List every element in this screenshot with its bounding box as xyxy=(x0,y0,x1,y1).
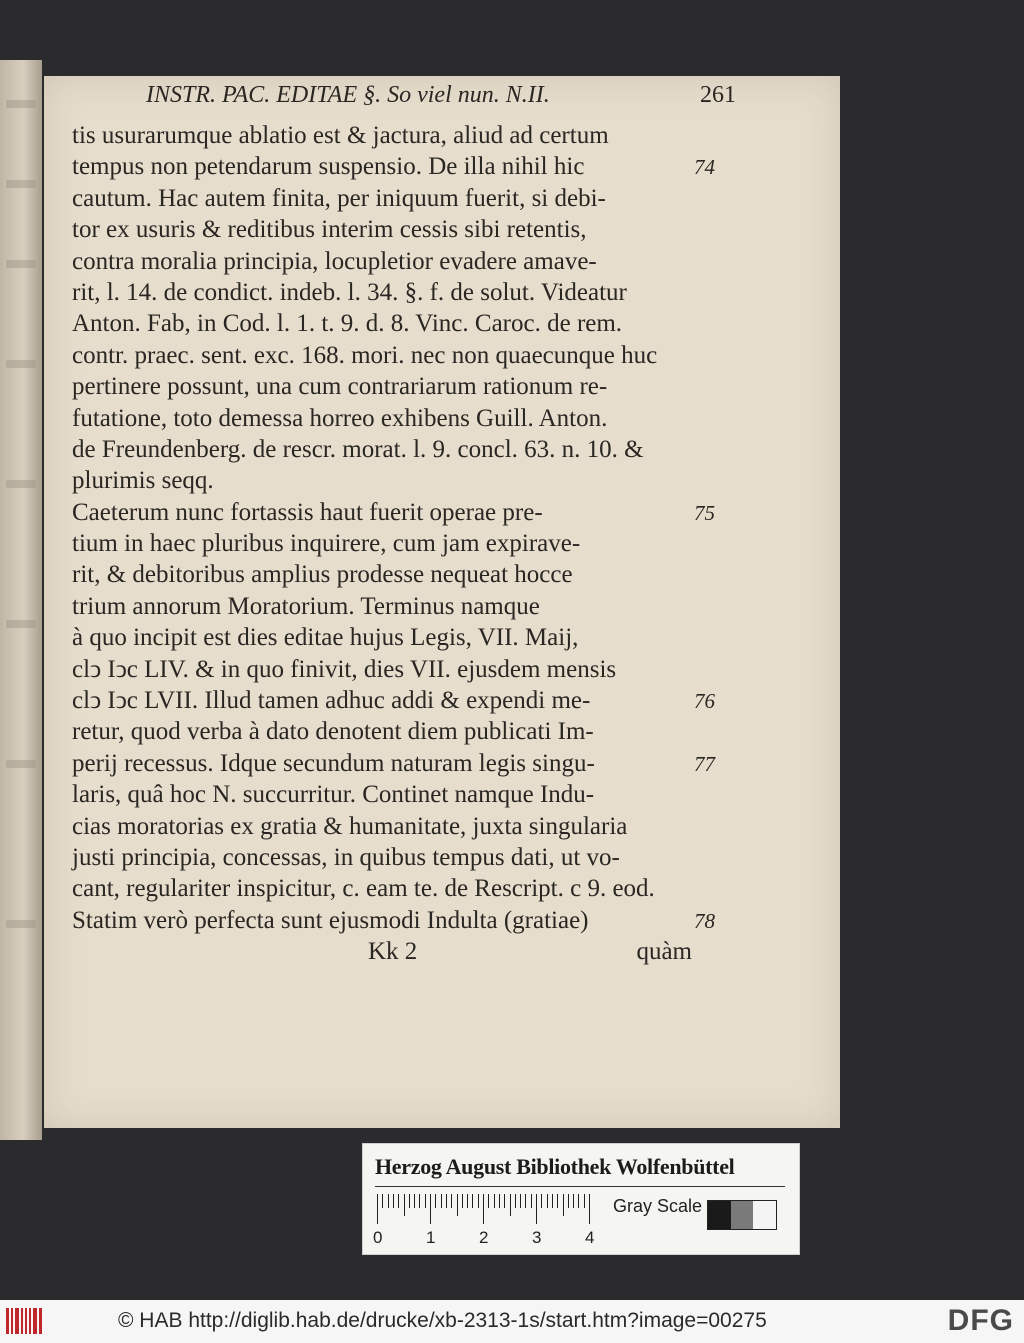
ruler-label: 0 xyxy=(373,1228,383,1247)
logo-bar xyxy=(39,1308,42,1334)
text-line: tempus non petendarum suspensio. De illa nihil hic xyxy=(72,153,585,181)
ruler-tick xyxy=(446,1194,447,1208)
text-line: de Freundenberg. de rescr. morat. l. 9. concl. 63. n. 10. & xyxy=(72,435,644,463)
ruler-tick xyxy=(525,1194,526,1208)
ruler-tick xyxy=(589,1194,590,1224)
text-line: pertinere possunt, una cum contrariarum rationum re- xyxy=(72,373,608,401)
text-line: trium annorum Moratorium. Terminus namque xyxy=(72,592,540,620)
margin-number: 75 xyxy=(694,500,715,525)
logo-bar xyxy=(29,1308,31,1334)
logo-bar xyxy=(11,1308,13,1334)
ruler-tick xyxy=(578,1194,579,1208)
gray-scale-swatches xyxy=(707,1200,777,1230)
text-line: retur, quod verba à dato denotent diem publicati Im- xyxy=(72,718,594,746)
calibration-card xyxy=(362,1143,800,1255)
text-line: Statim verò perfecta sunt ejusmodi Indulta (gratiae) xyxy=(72,906,589,934)
text-line: tis usurarumque ablatio est & jactura, aliud ad certum xyxy=(72,122,609,149)
text-line: cant, regulariter inspicitur, c. eam te. de Rescript. c 9. eod. xyxy=(72,875,655,903)
ruler-tick xyxy=(393,1194,394,1208)
logo-bar xyxy=(21,1308,23,1334)
ruler-tick xyxy=(462,1194,463,1208)
ruler-tick xyxy=(494,1194,495,1208)
ruler-tick xyxy=(536,1194,537,1224)
ruler-tick xyxy=(377,1194,378,1224)
ruler-tick xyxy=(499,1194,500,1208)
ruler-tick xyxy=(520,1194,521,1208)
ruler-tick xyxy=(414,1194,415,1208)
ruler-tick xyxy=(504,1194,505,1208)
text-line: cautum. Hac autem finita, per iniquum fuerit, si debi- xyxy=(72,184,606,212)
gray-swatch xyxy=(731,1201,754,1229)
catchword: quàm xyxy=(636,938,692,965)
ruler-tick xyxy=(563,1194,564,1216)
ruler-scale xyxy=(377,1194,597,1228)
ruler-tick xyxy=(430,1194,431,1224)
ruler-tick xyxy=(573,1194,574,1208)
text-line: futatione, toto demessa horreo exhibens Guill. Anton. xyxy=(72,404,608,432)
ruler-tick xyxy=(483,1194,484,1224)
text-line: cias moratorias ex gratia & humanitate, juxta singularia xyxy=(72,812,628,840)
gray-swatch xyxy=(753,1201,776,1229)
ruler-tick xyxy=(510,1194,511,1216)
gray-scale-label: Gray Scale xyxy=(613,1196,703,1216)
logo-bar xyxy=(15,1308,19,1334)
ruler-tick xyxy=(457,1194,458,1216)
ruler-label: 1 xyxy=(426,1228,436,1247)
text-line: plurimis seqq. xyxy=(72,467,214,495)
ruler-tick xyxy=(467,1194,468,1208)
ruler-tick xyxy=(584,1194,585,1208)
ruler-tick xyxy=(552,1194,553,1208)
ruler-tick xyxy=(451,1194,452,1208)
dfg-logo: DFG xyxy=(947,1304,1014,1337)
ruler-tick xyxy=(425,1194,426,1208)
ruler-tick xyxy=(419,1194,420,1208)
ruler-label: 3 xyxy=(532,1228,542,1247)
text-line: Anton. Fab, in Cod. l. 1. t. 9. d. 8. Vinc. Caroc. de rem. xyxy=(72,310,623,338)
divider xyxy=(375,1186,785,1187)
ruler-tick xyxy=(547,1194,548,1208)
ruler-tick xyxy=(568,1194,569,1208)
text-line: Caeterum nunc fortassis haut fuerit operae pre- xyxy=(72,498,543,526)
signature-mark: Kk 2 xyxy=(368,938,418,965)
viewer-footer xyxy=(0,1300,1024,1343)
margin-number: 77 xyxy=(694,752,715,776)
margin-number: 76 xyxy=(694,689,715,714)
text-line: rit, & debitoribus amplius prodesse nequeat hocce xyxy=(72,561,573,589)
ruler-tick xyxy=(557,1194,558,1208)
copyright-link[interactable]: © HAB http://diglib.hab.de/drucke/xb-2313-1s/start.htm?image=00275 xyxy=(118,1309,767,1332)
running-head-title: INSTR. PAC. EDITAE §. So viel nun. N.II. xyxy=(146,82,550,108)
library-name: Herzog August Bibliothek Wolfenbüttel xyxy=(375,1154,735,1179)
book-page xyxy=(44,76,840,1128)
text-line: contr. praec. sent. exc. 168. mori. nec non quaecunque huc xyxy=(72,341,658,369)
page-number: 261 xyxy=(700,82,736,108)
running-head xyxy=(146,78,736,112)
text-line: justi principia, concessas, in quibus tempus dati, ut vo- xyxy=(72,843,620,871)
hab-logo-icon xyxy=(6,1308,42,1334)
ruler-tick xyxy=(388,1194,389,1208)
ruler-tick xyxy=(515,1194,516,1208)
gray-swatch xyxy=(708,1201,731,1229)
page-footer-line xyxy=(72,938,692,968)
ruler-tick xyxy=(541,1194,542,1208)
margin-number: 78 xyxy=(694,909,715,933)
text-line: à quo incipit est dies editae hujus Legis, VII. Maij, xyxy=(72,624,579,652)
text-line: tium in haec pluribus inquirere, cum jam expirave- xyxy=(72,530,581,558)
ruler-tick xyxy=(478,1194,479,1208)
text-line: clↄ Iↄc LIV. & in quo finivit, dies VII. ejusdem mensis xyxy=(72,655,617,683)
ruler-label: 2 xyxy=(479,1228,489,1247)
text-line: laris, quâ hoc N. succurritur. Continet namque Indu- xyxy=(72,781,595,809)
text-line: tor ex usuris & reditibus interim cessis sibi retentis, xyxy=(72,216,587,244)
ruler-tick xyxy=(435,1194,436,1208)
ruler-tick xyxy=(404,1194,405,1216)
logo-bar xyxy=(25,1308,28,1334)
ruler-tick xyxy=(472,1194,473,1208)
ruler-tick xyxy=(398,1194,399,1208)
text-line: contra moralia principia, locupletior evadere amave- xyxy=(72,247,597,275)
logo-bar xyxy=(6,1308,9,1334)
ruler-label: 4 xyxy=(585,1228,595,1247)
text-line: clↄ Iↄc LVII. Illud tamen adhuc addi & expendi me- xyxy=(72,687,591,715)
ruler-tick xyxy=(382,1194,383,1208)
logo-bar xyxy=(33,1308,37,1334)
ruler-tick xyxy=(409,1194,410,1208)
page-body-text xyxy=(72,120,692,936)
ruler-labels xyxy=(375,1228,615,1248)
adjacent-page-edge xyxy=(0,60,42,1140)
ruler-tick xyxy=(488,1194,489,1208)
text-line: rit, l. 14. de condict. indeb. l. 34. §. f. de solut. Videatur xyxy=(72,278,627,306)
margin-number: 74 xyxy=(694,155,715,180)
ruler-tick xyxy=(531,1194,532,1208)
ruler-tick xyxy=(441,1194,442,1208)
text-line: perij recessus. Idque secundum naturam legis singu- xyxy=(72,749,595,777)
